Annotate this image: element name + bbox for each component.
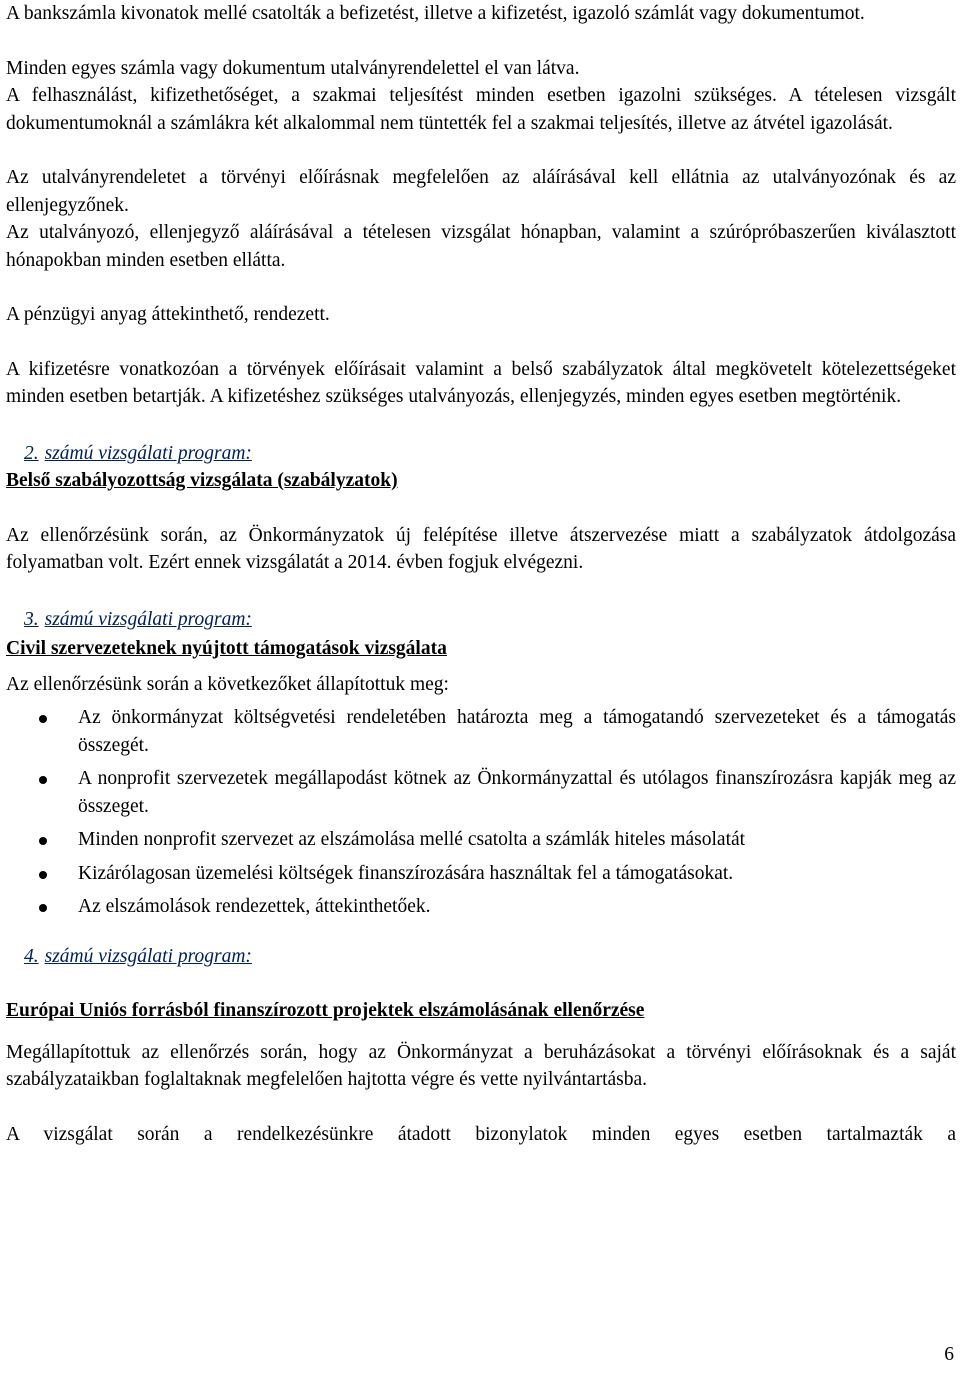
list-item bbox=[6, 765, 956, 820]
bullet-icon bbox=[39, 837, 47, 845]
program-4-text: Megállapítottuk az ellenőrzés során, hogy az Önkormányzat a beruházásokat a törvényi előírásoknak és a saját szabályzataikban foglaltaknak megfelelően hajtotta végre és vette nyilvántartásba. bbox=[6, 1041, 956, 1090]
program-3-bullet-list bbox=[6, 704, 956, 921]
paragraph: A felhasználást, kifizethetőséget, a szakmai teljesítést minden esetben igazolni szükséges. A tételesen vizsgált dokumentumoknál a számlákra két alkalommal nem tüntették fel a szakmai teljesítés, illetve az átvétel igazolását. bbox=[6, 85, 956, 134]
page-number: 6 bbox=[944, 1344, 954, 1365]
paragraph: Az utalványozó, ellenjegyző aláírásával a tételesen vizsgálat hónapban, valamint a szúrópróbaszerűen kiválasztott hónapokban minden esetben ellátta. bbox=[6, 222, 956, 271]
bullet-icon bbox=[39, 715, 47, 723]
program-4-number: 4. bbox=[24, 945, 39, 967]
program-3-heading: Civil szervezeteknek nyújtott támogatások vizsgálata bbox=[6, 638, 447, 659]
list-item bbox=[6, 826, 956, 854]
list-item bbox=[6, 704, 956, 759]
list-item-text: Az önkormányzat költségvetési rendeletében határozta meg a támogatandó szervezeteket és a támogatás összegét. bbox=[78, 707, 956, 756]
program-3-intro: Az ellenőrzésünk során a következőket állapítottuk meg: bbox=[6, 673, 449, 695]
program-2-heading: Belső szabályozottság vizsgálata (szabályzatok) bbox=[6, 470, 398, 491]
program-3-label bbox=[6, 606, 956, 634]
program-4-title: számú vizsgálati program: bbox=[44, 945, 252, 967]
bullet-icon bbox=[39, 871, 47, 879]
paragraph: Minden egyes számla vagy dokumentum utalványrendelettel el van látva. bbox=[6, 57, 580, 79]
bullet-icon bbox=[39, 904, 47, 912]
program-2-label bbox=[6, 440, 956, 468]
program-4-heading: Európai Uniós forrásból finanszírozott projektek elszámolásának ellenőrzése bbox=[6, 1000, 645, 1021]
bullet-icon bbox=[39, 776, 47, 784]
list-item-text: Minden nonprofit szervezet az elszámolása mellé csatolta a számlák hiteles másolatát bbox=[78, 829, 746, 850]
program-3-title: számú vizsgálati program: bbox=[44, 608, 252, 630]
program-4-text-continued: A vizsgálat során a rendelkezésünkre átadott bizonylatok minden egyes esetben tartalmazták a bbox=[6, 1123, 956, 1145]
list-item-text: Kizárólagosan üzemelési költségek finanszírozására használtak fel a támogatásokat. bbox=[78, 862, 734, 884]
program-2-title: számú vizsgálati program: bbox=[44, 442, 252, 464]
document-page bbox=[6, 0, 956, 1148]
paragraph: A bankszámla kivonatok mellé csatolták a befizetést, illetve a kifizetést, igazoló számlát vagy dokumentumot. bbox=[6, 3, 865, 24]
program-4-label bbox=[6, 943, 956, 971]
program-2-number: 2. bbox=[24, 442, 39, 464]
list-item-text: Az elszámolások rendezettek, áttekinthetőek. bbox=[78, 896, 431, 917]
program-3-number: 3. bbox=[24, 608, 39, 630]
paragraph: Az utalványrendeletet a törvényi előírásnak megfelelően az aláírásával kell ellátnia az utalványozónak és az ellenjegyzőnek. bbox=[6, 167, 956, 216]
program-2-text: Az ellenőrzésünk során, az Önkormányzatok új felépítése illetve átszervezése miatt a szabályzatok átdolgozása folyamatban volt. Ezért ennek vizsgálatát a 2014. évben fogjuk elvégezni. bbox=[6, 524, 956, 573]
list-item bbox=[6, 860, 956, 888]
paragraph: A pénzügyi anyag áttekinthető, rendezett. bbox=[6, 304, 330, 325]
paragraph: A kifizetésre vonatkozóan a törvények előírásait valamint a belső szabályzatok által megkövetelt kötelezettségeket minden esetben betartják. A kifizetéshez szükséges utalványozás, ellenjegyzés, minden egyes esetben megtörténik. bbox=[6, 358, 956, 407]
list-item bbox=[6, 893, 956, 921]
list-item-text: A nonprofit szervezetek megállapodást kötnek az Önkormányzattal és utólagos finanszírozásra kapják meg az összeget. bbox=[78, 768, 956, 817]
